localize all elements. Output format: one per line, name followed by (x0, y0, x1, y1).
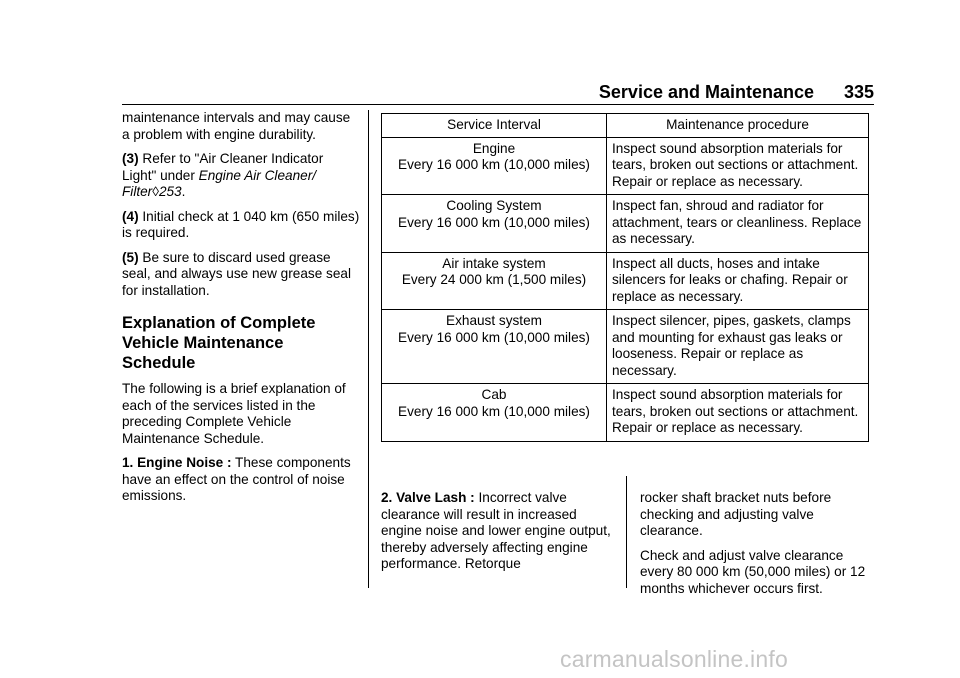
page-ref-icon: ◊ (152, 184, 159, 199)
note-4-label: (4) (122, 208, 139, 224)
interval-cell (382, 195, 607, 253)
table-row (382, 384, 869, 442)
procedure-cell: Inspect fan, shroud and radiator for attachment, tears or cleanliness. Replace as necessary. (607, 195, 869, 253)
system-name: Air intake system (442, 255, 546, 271)
system-name: Engine (472, 140, 516, 156)
interval-cell (382, 310, 607, 384)
item-1 (122, 455, 360, 505)
item-1-text: These components have an effect on the control of noise emissions. (122, 455, 351, 503)
table-header-row (382, 114, 869, 138)
system-name: Cooling System (446, 198, 542, 213)
watermark: carmanualsonline.info (560, 646, 788, 672)
section-heading: Explanation of Complete Vehicle Maintenance Schedule (122, 314, 316, 372)
item-2-schedule: Check and adjust valve clearance every 80 000 km (50,000 miles) or 12 months whichever occurs first. (640, 547, 866, 596)
note-3-page-ref[interactable]: 253 (158, 184, 182, 199)
procedure-cell: Inspect all ducts, hoses and intake silencers for leaks or chafing. Repair or replace as necessary. (607, 252, 869, 310)
note-3-end: . (181, 184, 186, 199)
item-2-continued: rocker shaft bracket nuts before checking and adjusting valve clearance. (640, 490, 832, 538)
right-column-bottom (640, 490, 872, 605)
interval-value: Every 24 000 km (1,500 miles) (401, 272, 587, 287)
note-4 (122, 209, 360, 242)
item-2 (381, 490, 611, 573)
column-divider (368, 110, 369, 588)
table-row (382, 252, 869, 310)
left-column (122, 110, 360, 513)
note-5 (122, 250, 360, 300)
interval-cell (382, 384, 607, 442)
header-service-interval: Service Interval (382, 114, 607, 138)
note-3 (122, 151, 360, 201)
maintenance-table (381, 113, 869, 442)
note-5-label: (5) (122, 249, 139, 265)
note-3-link[interactable]: Engine Air Cleaner/ Filter (122, 167, 316, 199)
table-row (382, 310, 869, 384)
interval-value: Every 16 000 km (10,000 miles) (398, 214, 590, 230)
note-5-text: Be sure to discard used grease seal, and always use new grease seal for installation. (122, 249, 351, 298)
column-divider (626, 476, 627, 588)
interval-value: Every 16 000 km (10,000 miles) (398, 403, 590, 419)
note-3-text: Refer to "Air Cleaner Indicator Light" under (122, 151, 324, 183)
procedure-cell: Inspect sound absorption materials for tears, broken out sections or attachment. Repair or replace as necessary. (607, 384, 869, 442)
header-maintenance-procedure: Maintenance procedure (607, 114, 869, 138)
interval-value: Every 16 000 km (10,000 miles) (398, 329, 590, 345)
interval-value: Every 16 000 km (10,000 miles) (398, 157, 590, 172)
page-header (122, 82, 874, 105)
note-3-label: (3) (122, 151, 139, 166)
interval-cell (382, 252, 607, 310)
paragraph-continuation: maintenance intervals and may cause a problem with engine durability. (122, 110, 351, 142)
item-1-label: 1. Engine Noise : (122, 455, 232, 470)
middle-column-bottom (381, 490, 611, 581)
item-2-text: Incorrect valve clearance will result in increased engine noise and lower engine output, thereby adversely affecting engine performance. Retorque (381, 490, 611, 571)
interval-cell (382, 137, 607, 195)
system-name: Cab (481, 387, 507, 402)
intro-paragraph: The following is a brief explanation of each of the services listed in the preceding Complete Vehicle Maintenance Schedule. (122, 381, 346, 446)
system-name: Exhaust system (446, 313, 542, 328)
procedure-cell: Inspect silencer, pipes, gaskets, clamps and mounting for exhaust gas leaks or looseness. Repair or replace as necessary. (607, 310, 869, 384)
procedure-cell: Inspect sound absorption materials for tears, broken out sections or attachment. Repair or replace as necessary. (607, 137, 869, 195)
table-row (382, 137, 869, 195)
page-number: 335 (843, 82, 874, 102)
item-2-label: 2. Valve Lash : (381, 490, 475, 505)
note-4-text: Initial check at 1 040 km (650 miles) is required. (122, 208, 360, 240)
section-title: Service and Maintenance (598, 82, 814, 102)
table-row (382, 195, 869, 253)
